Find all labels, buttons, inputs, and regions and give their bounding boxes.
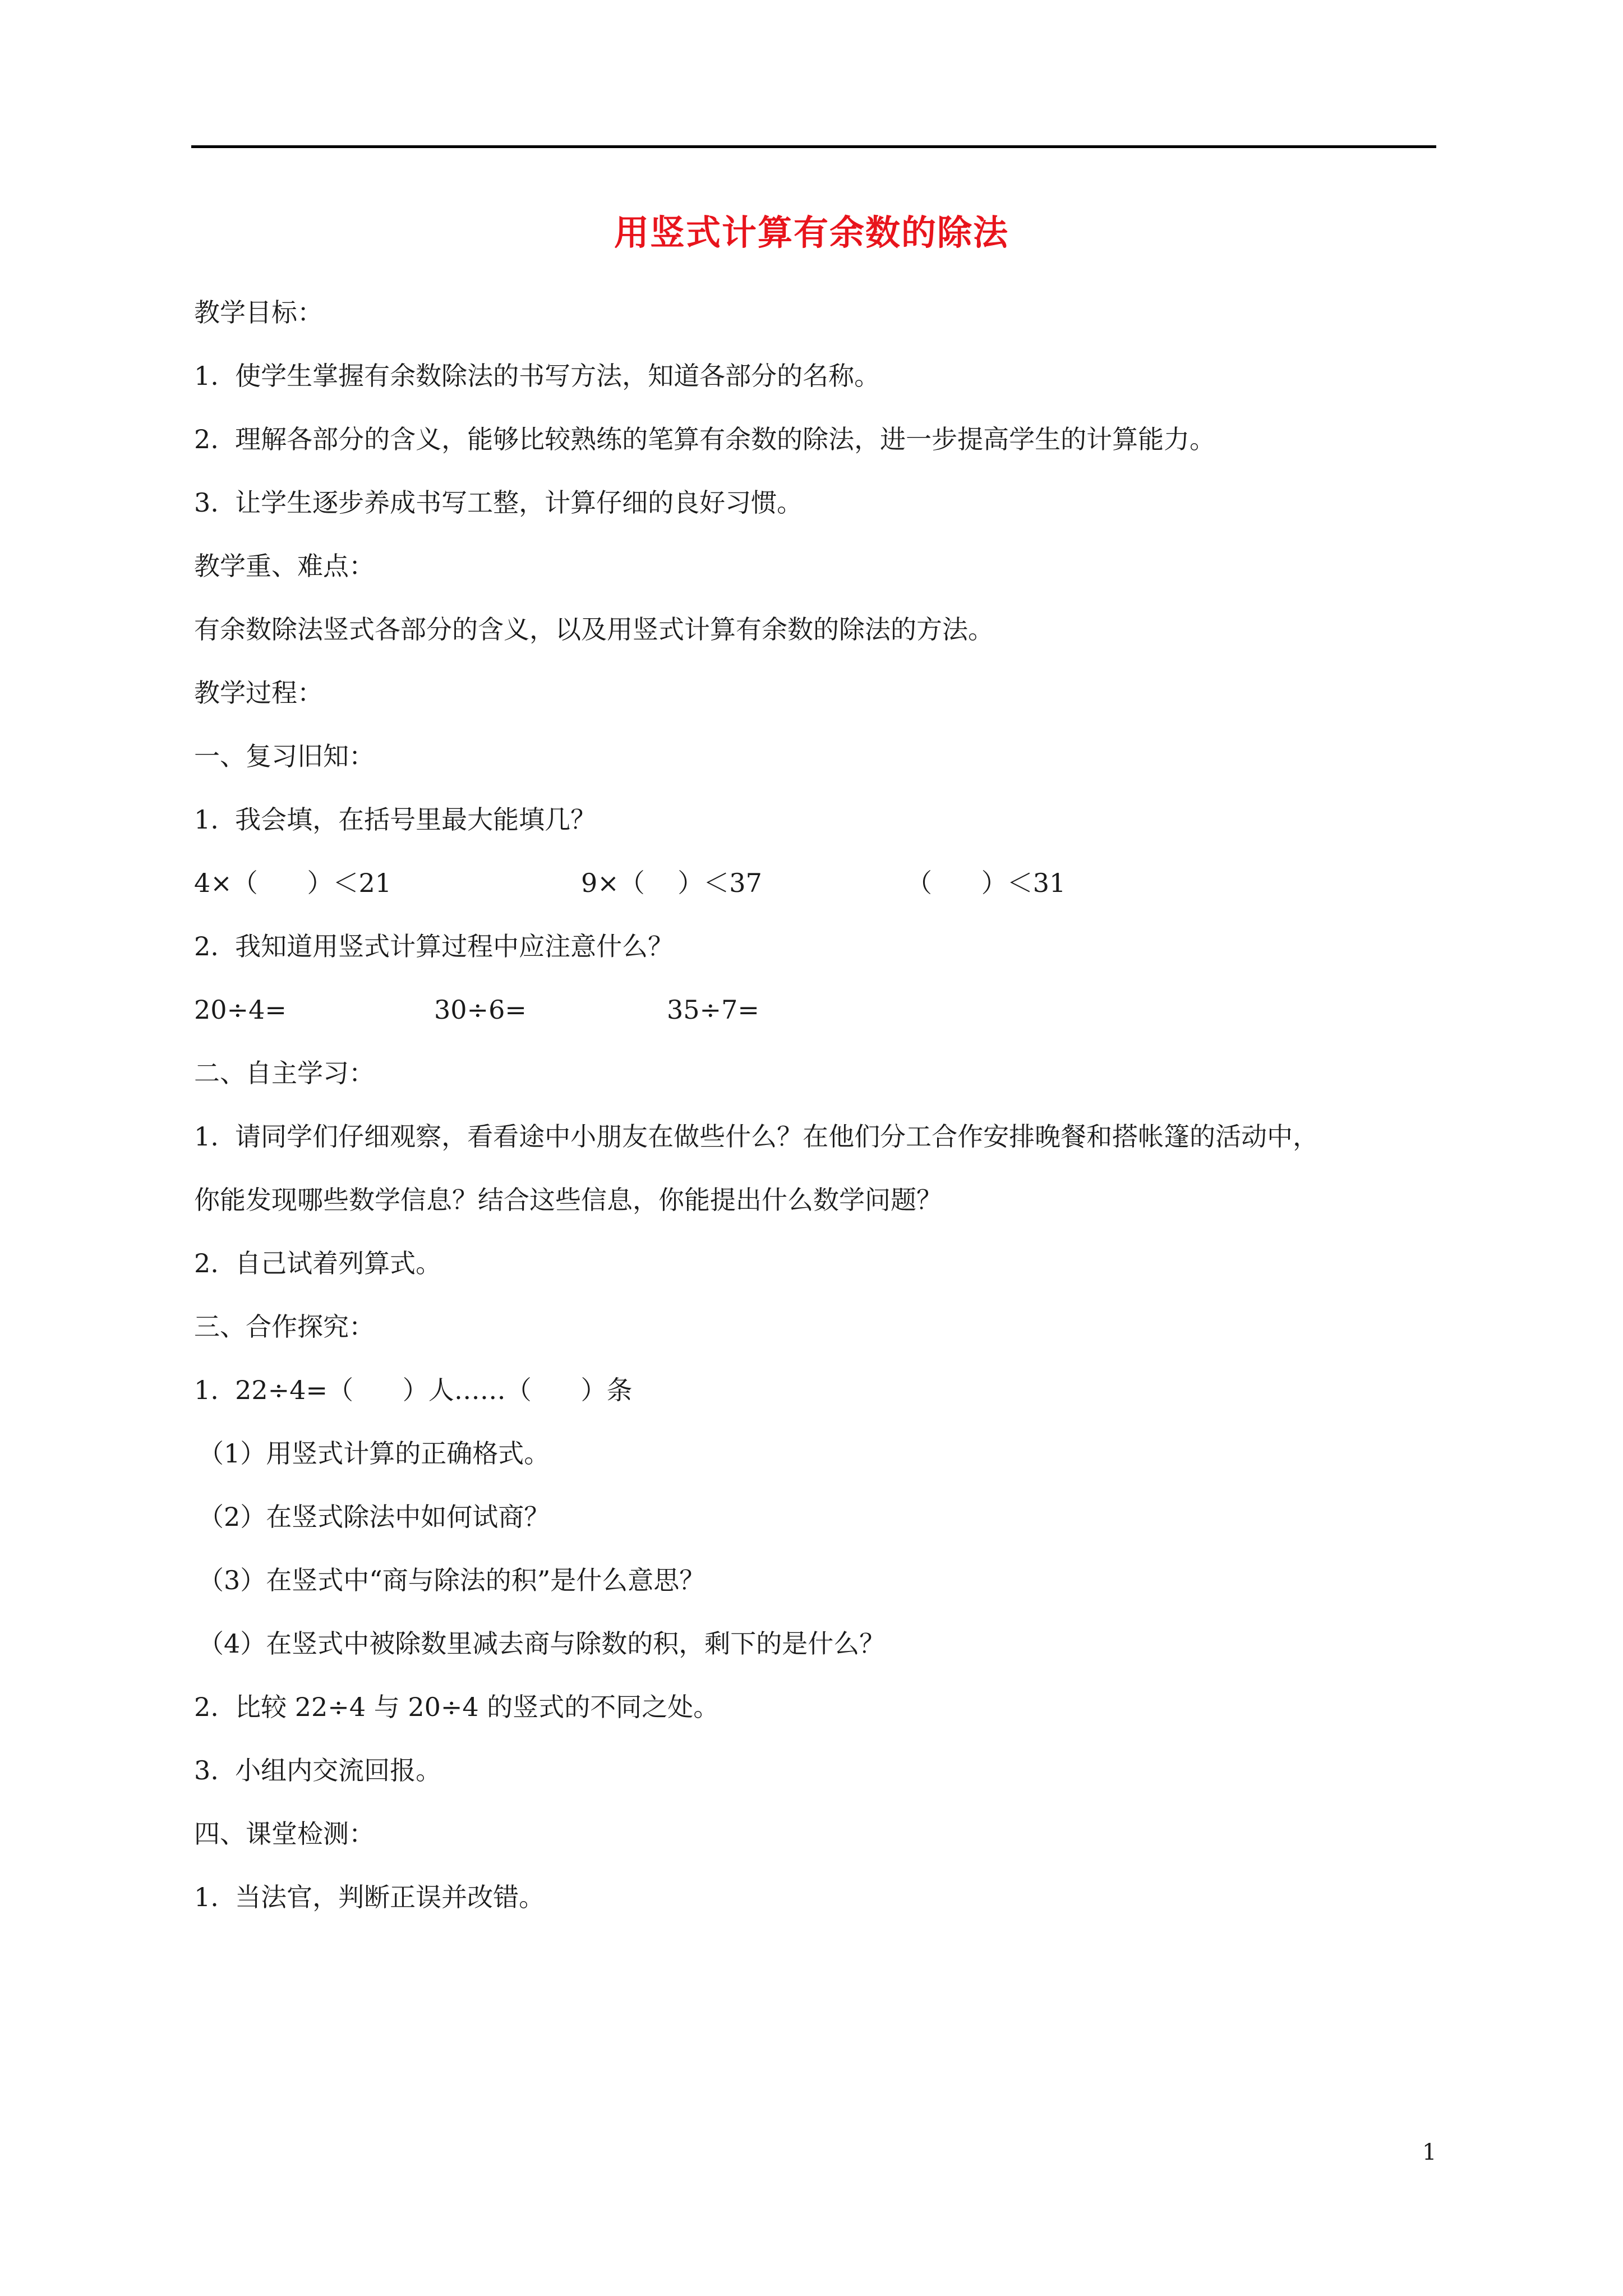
- goal-item-1: 1. 使学生掌握有余数除法的书写方法，知道各部分的名称。: [194, 361, 880, 391]
- self-study-item-1-cont: 你能发现哪些数学信息？结合这些信息，你能提出什么数学问题？: [194, 1185, 942, 1215]
- self-study-item-1: 1. 请同学们仔细观察，看看途中小朋友在做些什么？在他们分工合作安排晚餐和搭帐篷的活动中，: [194, 1121, 1319, 1152]
- page-number: 1: [1422, 2139, 1437, 2165]
- division-exercise: 30÷6=: [434, 995, 527, 1025]
- header-rule: [191, 145, 1436, 148]
- goal-item-2: 2. 理解各部分的含义，能够比较熟练的笔算有余数的除法，进一步提高学生的计算能力。: [194, 424, 1216, 454]
- review-item-1: 1. 我会填，在括号里最大能填几？: [194, 804, 597, 835]
- fill-exercise: 9×（ ）＜37: [581, 868, 762, 898]
- review-item-2: 2. 我知道用竖式计算过程中应注意什么？: [194, 931, 674, 961]
- self-study-heading: 二、自主学习：: [194, 1058, 375, 1088]
- fill-exercise: 4×（ ）＜21: [194, 868, 392, 898]
- cooperation-heading: 三、合作探究：: [194, 1312, 375, 1342]
- division-exercise: 20÷4=: [194, 995, 287, 1025]
- cooperation-item-1: 1. 22÷4=（ ）人……（ ）条: [194, 1375, 633, 1405]
- review-heading: 一、复习旧知：: [194, 741, 375, 771]
- self-study-item-2: 2. 自己试着列算式。: [194, 1248, 442, 1278]
- goal-item-3: 3. 让学生逐步养成书写工整，计算仔细的良好习惯。: [194, 487, 803, 518]
- cooperation-subitem-4: （4）在竖式中被除数里减去商与除数的积，剩下的是什么？: [198, 1628, 886, 1659]
- check-heading: 四、课堂检测：: [194, 1819, 375, 1849]
- cooperation-subitem-3: （3）在竖式中“商与除法的积”是什么意思？: [198, 1565, 706, 1595]
- check-item-1: 1. 当法官，判断正误并改错。: [194, 1882, 545, 1912]
- keypoint-heading: 教学重、难点：: [194, 551, 375, 581]
- keypoint-text: 有余数除法竖式各部分的含义，以及用竖式计算有余数的除法的方法。: [194, 614, 994, 645]
- cooperation-item-3: 3. 小组内交流回报。: [194, 1755, 442, 1786]
- page-title: 用竖式计算有余数的除法: [614, 212, 1009, 253]
- cooperation-subitem-1: （1）用竖式计算的正确格式。: [198, 1438, 550, 1469]
- cooperation-subitem-2: （2）在竖式除法中如何试商？: [198, 1502, 550, 1532]
- cooperation-item-2: 2. 比较 22÷4 与 20÷4 的竖式的不同之处。: [194, 1692, 720, 1722]
- process-heading: 教学过程：: [194, 678, 323, 708]
- division-exercise: 35÷7=: [667, 995, 759, 1025]
- goal-heading: 教学目标：: [194, 297, 323, 328]
- fill-exercise: （ ）＜31: [906, 868, 1066, 898]
